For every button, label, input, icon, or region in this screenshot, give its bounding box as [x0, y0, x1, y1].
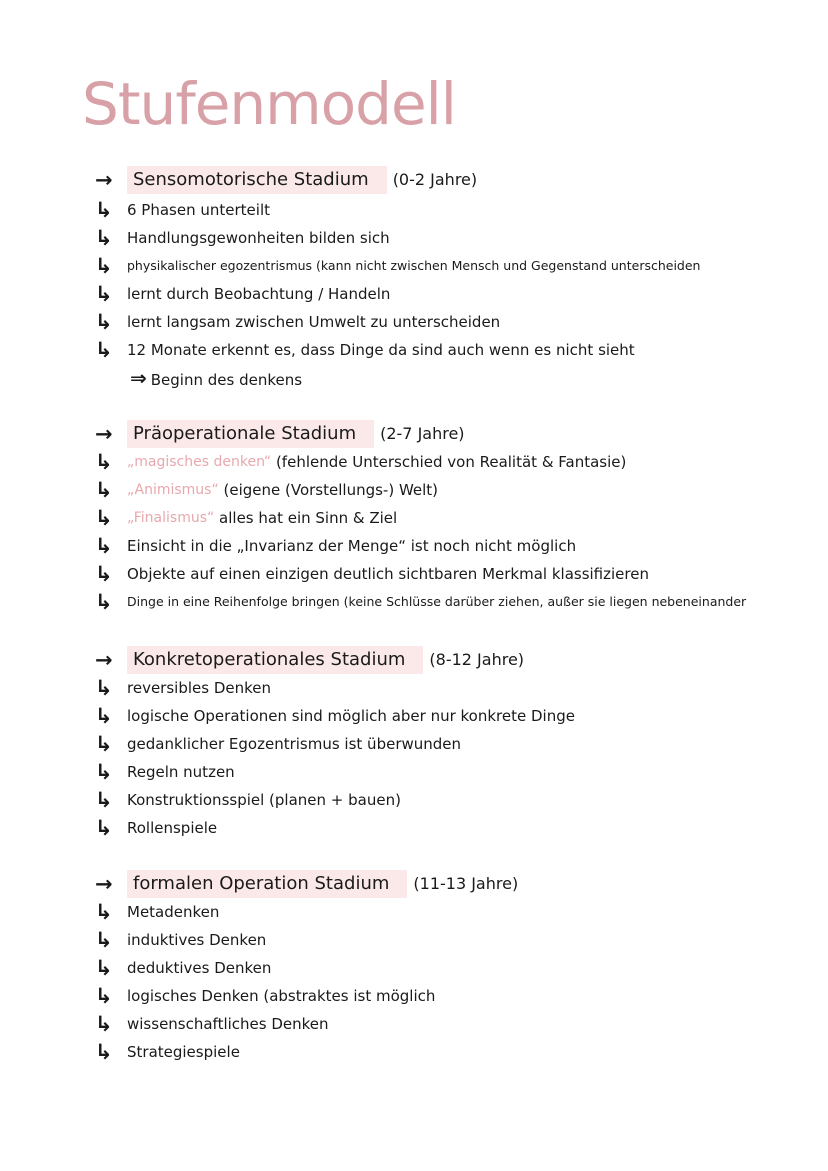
arrow-turn-down-right-icon: ↳	[95, 562, 113, 586]
list-item: ↳ gedanklicher Egozentrismus ist überwunden	[95, 732, 462, 756]
list-item: ↳ Einsicht in die „Invarianz der Menge“ ist noch nicht möglich	[95, 534, 577, 558]
list-item: ↳ Rollenspiele	[95, 816, 218, 840]
stage-age: (2-7 Jahre)	[380, 424, 465, 443]
arrow-right-icon: →	[95, 422, 113, 446]
list-item: ↳ physikalischer egozentrismus (kann nicht zwischen Mensch und Gegenstand unterscheiden	[95, 254, 701, 278]
stage-name: Präoperationale Stadium	[127, 420, 374, 448]
key-term: „magisches denken“	[127, 454, 272, 470]
arrow-turn-down-right-icon: ↳	[95, 816, 113, 840]
section-heading	[95, 420, 815, 448]
stage-name: Sensomotorische Stadium	[127, 166, 387, 194]
arrow-turn-down-right-icon: ↳	[95, 590, 113, 614]
arrow-turn-down-right-icon: ↳	[95, 310, 113, 334]
list-item: ↳ Konstruktionsspiel (planen + bauen)	[95, 788, 401, 812]
list-item: ↳ Dinge in eine Reihenfolge bringen (keine Schlüsse darüber ziehen, außer sie liegen nebeneinander	[95, 590, 747, 614]
stage-name: Konkretoperationales Stadium	[127, 646, 423, 674]
arrow-turn-down-right-icon: ↳	[95, 732, 113, 756]
section-heading	[95, 870, 815, 898]
section-heading	[95, 646, 815, 674]
list-item: ↳ 6 Phasen unterteilt	[95, 198, 270, 222]
arrow-turn-down-right-icon: ↳	[95, 676, 113, 700]
list-item: ↳ wissenschaftliches Denken	[95, 1012, 329, 1036]
arrow-turn-down-right-icon: ↳	[95, 984, 113, 1008]
arrow-turn-down-right-icon: ↳	[95, 226, 113, 250]
double-arrow-right-icon: ⇒	[130, 366, 147, 390]
list-item: ↳ „Animismus“ (eigene (Vorstellungs-) Welt)	[95, 478, 439, 502]
list-item: ↳ lernt durch Beobachtung / Handeln	[95, 282, 391, 306]
list-item: ↳ lernt langsam zwischen Umwelt zu unterscheiden	[95, 310, 501, 334]
arrow-right-icon: →	[95, 168, 113, 192]
arrow-turn-down-right-icon: ↳	[95, 704, 113, 728]
arrow-right-icon: →	[95, 648, 113, 672]
arrow-right-icon: →	[95, 872, 113, 896]
arrow-turn-down-right-icon: ↳	[95, 338, 113, 362]
list-item: ↳ Metadenken	[95, 900, 220, 924]
section-heading	[95, 166, 815, 194]
stage-age: (8-12 Jahre)	[429, 650, 525, 669]
stage-name: formalen Operation Stadium	[127, 870, 407, 898]
arrow-turn-down-right-icon: ↳	[95, 1040, 113, 1064]
stage-age: (0-2 Jahre)	[392, 170, 478, 189]
list-item: ↳ deduktives Denken	[95, 956, 272, 980]
arrow-turn-down-right-icon: ↳	[95, 506, 113, 530]
key-term: „Animismus“	[127, 482, 219, 498]
list-item: ↳ Strategiespiele	[95, 1040, 240, 1064]
key-term: „Finalismus“	[127, 510, 215, 526]
arrow-turn-down-right-icon: ↳	[95, 478, 113, 502]
conclusion: ⇒ Beginn des denkens	[130, 366, 303, 390]
arrow-turn-down-right-icon: ↳	[95, 900, 113, 924]
arrow-turn-down-right-icon: ↳	[95, 760, 113, 784]
page-title: Stufenmodell	[82, 70, 456, 138]
list-item: ↳ induktives Denken	[95, 928, 267, 952]
arrow-turn-down-right-icon: ↳	[95, 282, 113, 306]
arrow-turn-down-right-icon: ↳	[95, 450, 113, 474]
arrow-turn-down-right-icon: ↳	[95, 788, 113, 812]
arrow-turn-down-right-icon: ↳	[95, 534, 113, 558]
arrow-turn-down-right-icon: ↳	[95, 254, 113, 278]
list-item: ↳ logische Operationen sind möglich aber nur konkrete Dinge	[95, 704, 575, 728]
list-item: ↳ „Finalismus“ alles hat ein Sinn & Ziel	[95, 506, 398, 530]
arrow-turn-down-right-icon: ↳	[95, 198, 113, 222]
list-item: ↳ Regeln nutzen	[95, 760, 235, 784]
list-item: ↳ „magisches denken“ (fehlende Unterschied von Realität & Fantasie)	[95, 450, 627, 474]
arrow-turn-down-right-icon: ↳	[95, 928, 113, 952]
list-item: ↳ Handlungsgewonheiten bilden sich	[95, 226, 390, 250]
list-item: ↳ Objekte auf einen einzigen deutlich sichtbaren Merkmal klassifizieren	[95, 562, 649, 586]
arrow-turn-down-right-icon: ↳	[95, 956, 113, 980]
list-item: ↳ reversibles Denken	[95, 676, 271, 700]
list-item: ↳ logisches Denken (abstraktes ist möglich	[95, 984, 436, 1008]
stage-age: (11-13 Jahre)	[413, 874, 519, 893]
list-item: ↳ 12 Monate erkennt es, dass Dinge da sind auch wenn es nicht sieht	[95, 338, 635, 362]
arrow-turn-down-right-icon: ↳	[95, 1012, 113, 1036]
